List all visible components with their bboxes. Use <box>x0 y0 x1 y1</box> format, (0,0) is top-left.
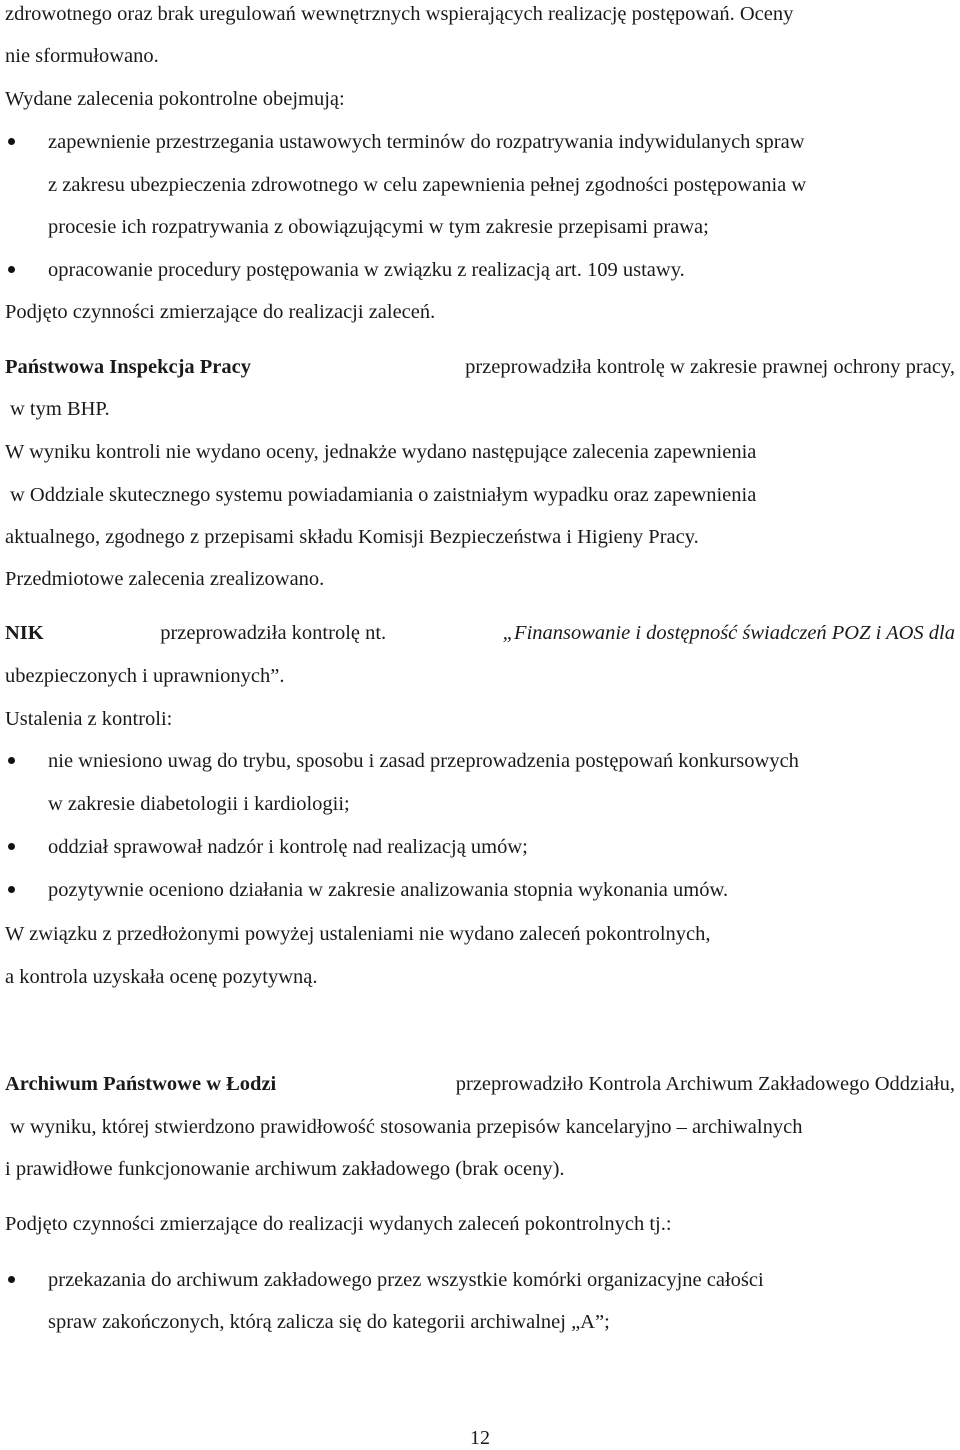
pip-result-line-1 <box>5 439 955 465</box>
archive-paragraph-line-1 <box>5 1071 955 1097</box>
institution-name: NIK <box>5 622 44 644</box>
nik-conclusion-line-2 <box>5 964 318 990</box>
findings-lead-text: Ustalenia z kontroli: <box>5 708 173 730</box>
list-item-text: przekazania do archiwum zakładowego przez wszystkie komórki organizacyjne całości <box>48 1269 764 1291</box>
list-item-text: zapewnienie przestrzegania ustawowych terminów do rozpatrywania indywidulanych spraw <box>48 131 805 153</box>
pip-result-line-2 <box>10 482 955 508</box>
list-item-text: z zakresu ubezpieczenia zdrowotnego w celu zapewnienia pełnej zgodności postępowania w <box>48 174 807 196</box>
pip-result-line-3 <box>5 524 699 550</box>
list-item-line <box>48 791 350 817</box>
list-item-text: w zakresie diabetologii i kardiologii; <box>48 793 350 815</box>
list-item-line <box>48 129 955 155</box>
list-item-text: opracowanie procedury postępowania w związku z realizacją art. 109 ustawy. <box>48 259 685 281</box>
list-item-text: procesie ich rozpatrywania z obowiązującymi w tym zakresie przepisami prawa; <box>48 216 709 238</box>
followup-sentence <box>5 299 435 325</box>
pip-paragraph-line-1 <box>5 354 955 380</box>
list-item-line <box>48 877 728 903</box>
list-item-text: spraw zakończonych, którą zalicza się do kategorii archiwalnej „A”; <box>48 1311 610 1333</box>
institution-name: Państwowa Inspekcja Pracy <box>5 356 251 378</box>
pip-result-line-4 <box>5 566 324 592</box>
paragraph-text: przeprowadziła kontrolę w zakresie prawnej ochrony pracy, <box>465 356 955 378</box>
nik-conclusion-line-1 <box>5 921 955 947</box>
recommendations-lead <box>5 86 345 112</box>
recommendations-lead-text: Wydane zalecenia pokontrolne obejmują: <box>5 88 345 110</box>
list-item-text: pozytywnie oceniono działania w zakresie analizowania stopnia wykonania umów. <box>48 879 729 901</box>
pip-paragraph-line-2 <box>10 396 110 422</box>
paragraph-text: i prawidłowe funkcjonowanie archiwum zakładowego (brak oceny). <box>5 1158 565 1180</box>
nik-paragraph-line-2 <box>5 663 284 689</box>
paragraph-text: W związku z przedłożonymi powyżej ustaleniami nie wydano zaleceń pokontrolnych, <box>5 923 711 945</box>
followup-text: Podjęto czynności zmierzające do realizacji zaleceń. <box>5 301 436 323</box>
list-item-text: oddział sprawował nadzór i kontrolę nad realizacją umów; <box>48 836 528 858</box>
page-number: 12 <box>470 1427 490 1449</box>
paragraph-text: przeprowadziła kontrolę nt. <box>160 622 387 644</box>
bullet-icon <box>8 138 15 145</box>
bullet-icon <box>8 843 15 850</box>
list-item-line <box>48 1309 610 1335</box>
paragraph-text: przeprowadziło Kontrola Archiwum Zakładowego Oddziału, <box>455 1073 955 1095</box>
list-item-line <box>48 172 955 198</box>
paragraph-text: w wyniku, której stwierdzono prawidłowość stosowania przepisów kancelaryjno – archiwalnych <box>10 1116 803 1138</box>
archive-paragraph-line-3 <box>5 1156 565 1182</box>
intro-text: nie sformułowano. <box>5 45 159 67</box>
findings-lead <box>5 706 172 732</box>
intro-paragraph-line-2 <box>5 43 159 69</box>
nik-paragraph-line-1 <box>5 620 955 646</box>
audit-title: ubezpieczonych i uprawnionych”. <box>5 665 285 687</box>
paragraph-text: W wyniku kontroli nie wydano oceny, jednakże wydano następujące zalecenia zapewnienia <box>5 441 757 463</box>
institution-name: Archiwum Państwowe w Łodzi <box>5 1073 277 1095</box>
bullet-icon <box>8 886 15 893</box>
intro-paragraph-line-1 <box>5 1 955 27</box>
audit-title: „Finansowanie i dostępność świadczeń POZ i AOS dla <box>502 622 955 644</box>
paragraph-text: w tym BHP. <box>10 398 110 420</box>
intro-text: zdrowotnego oraz brak uregulowań wewnętrznych wspierających realizację postępowań. Oceny <box>5 3 794 25</box>
paragraph-text: aktualnego, zgodnego z przepisami składu Komisji Bezpieczeństwa i Higieny Pracy. <box>5 526 699 548</box>
list-item-text: nie wniesiono uwag do trybu, sposobu i zasad przeprowadzenia postępowań konkursowych <box>48 750 799 772</box>
followup-text: Podjęto czynności zmierzające do realizacji wydanych zaleceń pokontrolnych tj.: <box>5 1213 672 1235</box>
list-item-line <box>48 834 528 860</box>
bullet-icon <box>8 757 15 764</box>
paragraph-text: Przedmiotowe zalecenia zrealizowano. <box>5 568 325 590</box>
paragraph-text: a kontrola uzyskała ocenę pozytywną. <box>5 966 318 988</box>
paragraph-text: w Oddziale skutecznego systemu powiadamiania o zaistniałym wypadku oraz zapewnienia <box>10 484 757 506</box>
archive-followup <box>5 1211 672 1237</box>
bullet-icon <box>8 266 15 273</box>
list-item-line <box>48 1267 955 1293</box>
list-item-line <box>48 214 709 240</box>
list-item-line <box>48 748 955 774</box>
archive-paragraph-line-2 <box>10 1114 955 1140</box>
list-item-line <box>48 257 685 283</box>
bullet-icon <box>8 1276 15 1283</box>
